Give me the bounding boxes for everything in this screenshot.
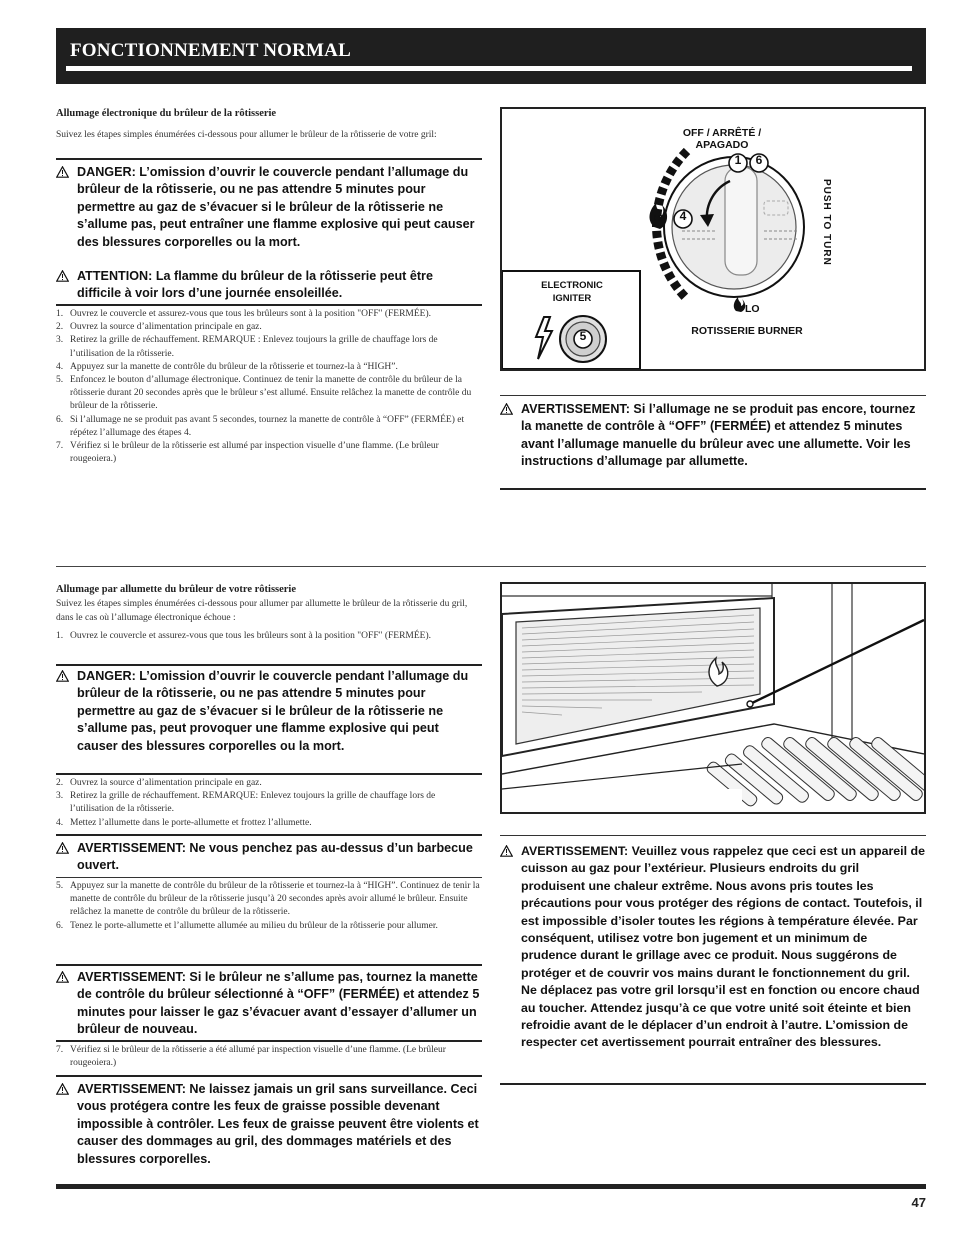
divider: [56, 304, 482, 306]
warning-triangle-icon: [56, 971, 69, 983]
step-text: Vérifiez si le brûleur de la rôtisserie a été allumé par inspection visuelle d’une flamme. (Le brûleur rougeoiera.): [70, 1045, 446, 1069]
warning-unattended-text: AVERTISSEMENT: Ne laissez jamais un gril sans surveillance. Ceci vous protégera contre les feux de graisse possible devenant impossible à contrôler. Les feux de graisse peuvent être violents et causer des dommages au gril, des dommages matériels et des blessures corporelles.: [77, 1082, 479, 1166]
list-item: [56, 880, 480, 920]
step-text: Tenez le porte-allumette et l’allumette allumée au milieu du brûleur de la rôtisserie pour allumer.: [70, 920, 438, 931]
section-title-electronic: Allumage électronique du brûleur de la rôtisserie: [56, 108, 277, 119]
lo-label: LO: [745, 303, 760, 315]
hi-label: HI: [654, 213, 663, 223]
step-number: 2.: [56, 322, 64, 333]
warning-outdoor-text: AVERTISSEMENT: Veuillez vous rappelez que ceci est un appareil de cuisson au gaz pour l’extérieur. Plusieurs endroits du gril produisent une chaleur extrême. Nous avons pris toutes les précautions pour vous protéger des régions de contact. Toutefois, il est impossible d’isoler toutes les régions à température élevée. Par conséquent, utilisez votre bon jugement et un minimum de prudence durant le grillage avec ce produit. Nous suggérons de protéger et de couvrir vos mains durant le fonctionnement du gril. Ne déplacez pas votre gril lorsqu’il est en fonction ou encore chaud au toucher. Attendez jusqu’à ce que votre unité soit éteinte et bien refroidie avant de le déplacer d’un endroit à l’autre. L’omission de respecter cet avertissement pourrait entraîner des blessures.: [521, 844, 925, 1050]
list-item: [56, 817, 480, 830]
step-text: Si l’allumage ne se produit pas avant 5 secondes, tournez la manette de contrôle à “OFF” (FERMÉE) et répétez l’allumage des étapes 4.: [70, 414, 465, 438]
step-number: 2.: [56, 778, 64, 788]
section-intro-electronic: Suivez les étapes simples énumérées ci-dessous pour allumer le brûleur de la rôtisserie de votre gril:: [56, 130, 437, 140]
step-number: 5.: [56, 881, 64, 891]
warning-retry: [500, 401, 920, 471]
step-number: 6.: [56, 920, 64, 931]
steps-list-match-3: [56, 880, 480, 933]
divider: [56, 1075, 482, 1077]
divider: [500, 488, 926, 490]
list-item: [56, 321, 480, 334]
igniter-label-line2: IGNITER: [552, 293, 592, 304]
step-text: Ouvrez la source d’alimentation principale en gaz.: [70, 322, 262, 333]
callout-5: 5: [579, 329, 587, 343]
divider: [56, 877, 482, 878]
step-number: 4.: [56, 361, 64, 372]
callout-6: 6: [755, 153, 763, 167]
list-item: [56, 630, 480, 643]
control-knob-figure: [500, 107, 926, 371]
warning-lean: [56, 840, 480, 875]
list-item: [56, 361, 480, 374]
warning-triangle-icon: [56, 670, 69, 682]
step-text: Retirez la grille de réchauffement. REMARQUE: Enlevez toujours la grille de chauffage lors de l’utilisation de la rôtisserie.: [70, 791, 436, 815]
divider: [56, 1040, 482, 1042]
step-number: 6.: [56, 414, 64, 425]
step-text: Mettez l’allumette dans le porte-allumette et frottez l’allumette.: [70, 817, 312, 828]
burner-label: ROTISSERIE BURNER: [691, 325, 803, 337]
step-number: 5.: [56, 375, 64, 386]
section-divider: [56, 566, 926, 567]
grill-match-figure: [500, 582, 926, 814]
warning-lean-text: AVERTISSEMENT: Ne vous penchez pas au-dessus d’un barbecue ouvert.: [77, 841, 473, 873]
igniter-label-line1: ELECTRONIC: [541, 280, 603, 291]
warning-retry-text: AVERTISSEMENT: Si l’allumage ne se produit pas encore, tournez la manette de contrôle à “OFF” (FERMÉE) et attendez 5 minutes avant l’allumage manuelle du brûleur avec une allumette. Voir les instructions d’allumage par allumette.: [521, 402, 916, 469]
divider: [500, 1083, 926, 1085]
divider: [56, 664, 482, 666]
section-title-match: Allumage par allumette du brûleur de votre rôtisserie: [56, 584, 297, 595]
step-text: Enfoncez le bouton d’allumage électronique. Continuez de tenir la manette de contrôle du brûleur de la rôtisserie durant 20 secondes après que le brûleur s’est allumé. Ensuite relâchez la manette de contrôle du brûleur de la rôtisserie.: [70, 375, 472, 412]
step-number: 3.: [56, 335, 64, 346]
section-intro-match: Suivez les étapes simples énumérées ci-dessous pour allumer par allumette le brûleur de la rôtisserie du gril, dans le cas où l’allumage électronique échoue :: [56, 599, 468, 623]
list-item: [56, 920, 480, 933]
warning-triangle-icon: [500, 845, 513, 857]
step-text: Ouvrez la source d’alimentation principale en gaz.: [70, 778, 262, 788]
divider: [500, 395, 926, 396]
footer-bar: [56, 1184, 926, 1189]
list-item: [56, 414, 480, 440]
attention-warning: [56, 268, 480, 303]
warning-triangle-icon: [56, 270, 69, 282]
header-underline: [66, 66, 912, 71]
step-text: Vérifiez si le brûleur de la rôtisserie est allumé par inspection visuelle d’une flamme. (Le brûleur rougeoiera.): [70, 441, 439, 465]
warning-unattended: [56, 1081, 480, 1168]
divider: [56, 834, 482, 836]
steps-list-match-1: [56, 630, 480, 643]
list-item: [56, 790, 480, 816]
divider: [500, 835, 926, 836]
list-item: [56, 308, 480, 321]
list-item: [56, 777, 480, 790]
step-number: 7.: [56, 1045, 64, 1055]
warning-triangle-icon: [500, 403, 513, 415]
divider: [56, 773, 482, 775]
divider: [56, 158, 482, 160]
steps-list-electronic: [56, 308, 480, 466]
steps-list-match-4: [56, 1044, 480, 1070]
step-number: 7.: [56, 441, 64, 452]
step-text: Appuyez sur la manette de contrôle du brûleur de la rôtisserie et tournez-la à “HIGH”.: [70, 361, 398, 372]
warning-off: [56, 969, 480, 1039]
callout-4: 4: [679, 209, 687, 223]
list-item: [56, 374, 480, 414]
danger-warning-match: [56, 668, 480, 755]
list-item: [56, 1044, 480, 1070]
off-label: OFF / ARRÊTÉ / APAGADO: [682, 127, 762, 151]
warning-triangle-icon: [56, 166, 69, 178]
igniter-label: [524, 279, 620, 305]
warning-triangle-icon: [56, 842, 69, 854]
danger-match-text: DANGER: L’omission d’ouvrir le couvercle pendant l’allumage du brûleur de la rôtisserie, ou ne pas attendre 5 minutes pour permettre au gaz de s’évacuer si le brûleur de la rôtisserie ne s’allume pas, peut provoquer une flamme explosive qui peut causer des blessures corporelles ou la mort.: [77, 669, 469, 753]
step-text: Ouvrez le couvercle et assurez-vous que tous les brûleurs sont à la position "OFF" (FERMÉE).: [70, 631, 432, 641]
page-number: 47: [911, 1195, 926, 1210]
step-text: Appuyez sur la manette de contrôle du brûleur de la rôtisserie et tournez-la à “HIGH”. Continuez de tenir la manette de contrôle du brûleur de la rôtisserie jusqu’à 20 secondes après avoir allumé le brûleur. Ensuite relâchez la manette de contrôle du brûleur de la rôtisserie.: [70, 881, 480, 918]
page-title: FONCTIONNEMENT NORMAL: [70, 40, 351, 61]
warning-outdoor: [500, 843, 926, 1052]
step-text: Ouvrez le couvercle et assurez-vous que tous les brûleurs sont à la position "OFF" (FERMÉE).: [70, 309, 432, 319]
warning-triangle-icon: [56, 1083, 69, 1095]
step-number: 3.: [56, 791, 64, 802]
list-item: [56, 440, 480, 466]
step-number: 1.: [56, 309, 64, 319]
step-number: 1.: [56, 631, 64, 641]
callout-1: 1: [734, 153, 742, 167]
warning-off-text: AVERTISSEMENT: Si le brûleur ne s’allume pas, tournez la manette de contrôle du brûleur sélectionné à “OFF” (FERMÉE) et attendez 5 minutes pour laisser le gaz s’évacuer avant d’essayer d’allumer un brûleur de nouveau.: [77, 970, 480, 1037]
list-item: [56, 334, 480, 360]
divider: [56, 964, 482, 966]
step-text: Retirez la grille de réchauffement. REMARQUE : Enlevez toujours la grille de chauffage lors de l’utilisation de la rôtisserie.: [70, 335, 438, 359]
steps-list-match-2: [56, 777, 480, 830]
attention-text: ATTENTION: La flamme du brûleur de la rôtisserie peut être difficile à voir lors d’une journée ensoleillée.: [77, 269, 433, 301]
danger-text: DANGER: L’omission d’ouvrir le couvercle pendant l’allumage du brûleur de la rôtisserie, ou ne pas attendre 5 minutes pour permettre au gaz de s’évacuer si le brûleur de la rôtisserie ne s’allume pas, peut entraîner une flamme explosive qui peut causer des blessures corporelles ou la mort.: [77, 165, 475, 249]
danger-warning: [56, 164, 480, 251]
header-bar: [56, 28, 926, 84]
step-number: 4.: [56, 817, 64, 828]
grill-interior-illustration: [502, 584, 924, 812]
push-to-turn-label: PUSH TO TURN: [821, 179, 832, 266]
